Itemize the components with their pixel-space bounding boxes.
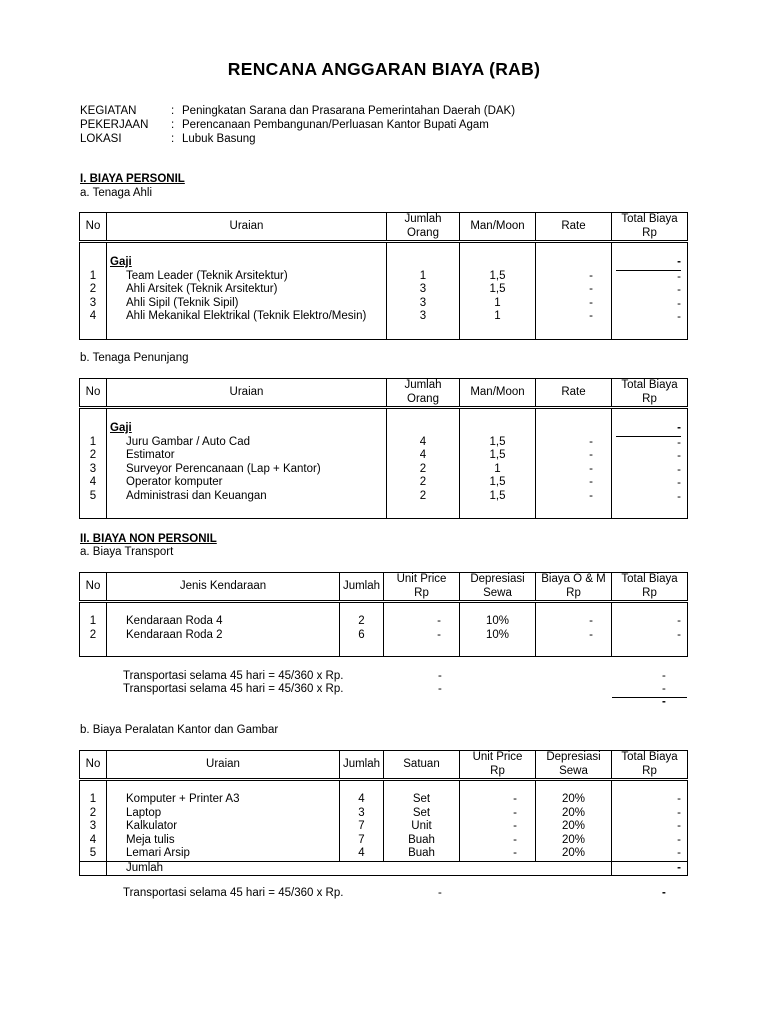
header-om-line2: Rp (566, 586, 581, 599)
cell-total: - (677, 311, 681, 323)
cell-uraian: Ahli Arsitek (Teknik Arsitektur) (126, 283, 278, 295)
header-no: No (80, 213, 107, 242)
cell-jumlah: 7 (358, 820, 365, 832)
cell-no: 4 (89, 476, 97, 488)
col-jumlah (340, 780, 384, 862)
header-jenis: Jenis Kendaraan (107, 573, 340, 602)
cell-rate: - (589, 489, 593, 502)
jumlah-row (80, 861, 688, 876)
col-rate (536, 242, 612, 340)
section-2-title: II. BIAYA NON PERSONIL (80, 533, 217, 545)
cell-no: 2 (89, 449, 97, 461)
cell-jumlah: 4 (358, 847, 365, 859)
cell-total: - (677, 628, 681, 641)
cell-uraian: Ahli Mekanikal Elektrikal (Teknik Elektro/Mesin) (126, 310, 367, 322)
col-no (80, 602, 107, 657)
cell-jumlah: 4 (358, 793, 365, 805)
cell-rate: - (589, 462, 593, 475)
cell-total: - (677, 297, 681, 310)
meta-colon: : (171, 133, 175, 145)
transport-note-1-total: - (662, 670, 666, 682)
header-total-line1: Total Biaya (621, 379, 678, 391)
cell-unit-price: - (513, 793, 517, 805)
section-1b-title: b. Tenaga Penunjang (80, 352, 189, 364)
section-2b-title: b. Biaya Peralatan Kantor dan Gambar (80, 724, 279, 736)
cell-total: - (677, 847, 681, 859)
cell-jumlah: 3 (419, 310, 427, 322)
col-jumlah (340, 602, 384, 657)
subtotal-rule (612, 697, 687, 698)
cell-unit-price: - (437, 615, 441, 627)
table-peralatan (79, 750, 688, 876)
header-uraian: Uraian (107, 379, 387, 408)
cell-unit-price: - (513, 833, 517, 846)
header-uraian: Uraian (107, 751, 340, 780)
cell-uraian: Surveyor Perencanaan (Lap + Kantor) (126, 462, 321, 475)
cell-no: 4 (89, 833, 97, 846)
cell-satuan: Buah (408, 847, 435, 859)
cell-biaya-om: - (589, 615, 593, 627)
transport-note-2-value: - (438, 683, 442, 695)
cell-jumlah: 7 (358, 833, 365, 846)
transport-note-2: Transportasi selama 45 hari = 45/360 x Rp. (123, 683, 344, 695)
cell-unit-price: - (437, 628, 441, 641)
cell-uraian: Ahli Sipil (Teknik Sipil) (126, 296, 239, 309)
group-label-gaji: Gaji (110, 422, 132, 434)
cell-depresiasi: 20% (561, 833, 586, 846)
cell-jumlah: 2 (419, 462, 427, 475)
cell-total: - (677, 436, 681, 449)
cell-depresiasi: 20% (561, 847, 586, 859)
cell-jumlah: 4 (419, 449, 427, 461)
cell-uraian: Meja tulis (126, 833, 175, 846)
cell-total: - (677, 793, 681, 805)
cell-total: - (677, 820, 681, 832)
equipment-note: Transportasi selama 45 hari = 45/360 x Rp. (123, 887, 344, 899)
col-total (612, 408, 688, 519)
cell-unit-price: - (513, 847, 517, 859)
header-dep-line1: Depresiasi (546, 751, 601, 763)
cell-total: - (677, 450, 681, 462)
cell-total: - (677, 270, 681, 283)
header-depresiasi (460, 573, 536, 602)
cell-jumlah: 2 (419, 489, 427, 502)
meta-value-kegiatan: Peningkatan Sarana dan Prasarana Pemerintahan Daerah (DAK) (182, 105, 516, 117)
header-rate: Rate (536, 379, 612, 408)
cell-unit-price: - (513, 806, 517, 819)
meta-colon: : (171, 119, 175, 131)
cell-uraian: Komputer + Printer A3 (126, 793, 240, 805)
transport-note-1-value: - (438, 670, 442, 682)
cell-total: - (677, 477, 681, 489)
cell-uraian: Operator komputer (126, 476, 223, 488)
col-jumlah (387, 242, 460, 340)
col-total (612, 780, 688, 862)
header-jumlah-line2: Orang (407, 226, 439, 239)
header-satuan: Satuan (384, 751, 460, 780)
header-depresiasi (536, 751, 612, 780)
col-uraian (107, 408, 387, 519)
group-total: - (616, 256, 681, 271)
table-tenaga-penunjang (79, 378, 688, 519)
col-no (80, 780, 107, 862)
page-title: RENCANA ANGGARAN BIAYA (RAB) (227, 59, 541, 79)
cell-rate: - (589, 435, 593, 448)
header-no: No (80, 751, 107, 780)
col-jenis (107, 602, 340, 657)
header-unit-line1: Unit Price (472, 751, 523, 763)
cell-jumlah: 2 (358, 615, 365, 627)
meta-label-pekerjaan: PEKERJAAN (80, 119, 149, 131)
header-total-line1: Total Biaya (621, 213, 678, 225)
header-total-line1: Total Biaya (621, 751, 678, 763)
header-no: No (80, 573, 107, 602)
cell-jumlah: 6 (358, 628, 365, 641)
group-label-gaji: Gaji (110, 256, 132, 268)
col-depresiasi (460, 602, 536, 657)
cell-uraian: Laptop (126, 806, 162, 819)
cell-rate: - (589, 449, 593, 461)
header-jumlah: Jumlah (340, 573, 384, 602)
col-biaya-om (536, 602, 612, 657)
col-satuan (384, 780, 460, 862)
header-manmoon: Man/Moon (460, 379, 536, 408)
header-total-line1: Total Biaya (621, 573, 678, 585)
transport-subtotal: - (662, 696, 666, 708)
header-total (612, 379, 688, 408)
equipment-note-total: - (662, 887, 666, 899)
col-unit-price (384, 602, 460, 657)
cell-rate: - (589, 283, 593, 295)
cell-jumlah: 3 (419, 283, 427, 295)
cell-manmoon: 1,5 (489, 269, 506, 282)
cell-manmoon: 1,5 (489, 283, 506, 295)
cell-rate: - (589, 476, 593, 488)
col-no (80, 408, 107, 519)
meta-value-lokasi: Lubuk Basung (182, 133, 256, 145)
cell-rate: - (589, 310, 593, 322)
cell-depresiasi: 10% (485, 615, 510, 627)
header-jumlah-line1: Jumlah (404, 213, 442, 225)
cell-no: 1 (89, 793, 97, 805)
header-rate: Rate (536, 213, 612, 242)
col-uraian (107, 780, 340, 862)
cell-manmoon: 1 (494, 462, 501, 475)
cell-uraian: Kalkulator (126, 820, 178, 832)
cell-manmoon: 1,5 (489, 476, 506, 488)
table-transport (79, 572, 688, 657)
header-unit-price (384, 573, 460, 602)
cell-total: - (677, 490, 681, 503)
header-jumlah (387, 213, 460, 242)
header-dep-line1: Depresiasi (470, 573, 525, 585)
cell-uraian: Estimator (126, 449, 175, 461)
jumlah-row-no (80, 861, 107, 876)
jumlah-label: Jumlah (107, 861, 612, 876)
cell-uraian: Administrasi dan Keuangan (126, 489, 267, 502)
cell-no: 1 (89, 615, 97, 627)
transport-note-2-total: - (662, 683, 666, 695)
cell-jenis: Kendaraan Roda 4 (126, 615, 223, 627)
cell-manmoon: 1 (494, 296, 501, 309)
col-total (612, 602, 688, 657)
cell-biaya-om: - (589, 628, 593, 641)
col-unit-price (460, 780, 536, 862)
table-tenaga-ahli (79, 212, 688, 340)
header-total-line2: Rp (642, 226, 657, 239)
cell-uraian: Team Leader (Teknik Arsitektur) (126, 269, 288, 282)
cell-total: - (677, 833, 681, 846)
cell-depresiasi: 20% (561, 820, 586, 832)
header-om-line1: Biaya O & M (541, 573, 606, 585)
cell-no: 4 (89, 310, 97, 322)
header-jumlah: Jumlah (340, 751, 384, 780)
cell-total: - (677, 463, 681, 476)
col-jumlah (387, 408, 460, 519)
cell-rate: - (589, 269, 593, 282)
header-jumlah-line2: Orang (407, 392, 439, 405)
cell-no: 2 (89, 806, 97, 819)
jumlah-total: - (612, 861, 688, 876)
cell-no: 5 (89, 847, 97, 859)
section-1a-title: a. Tenaga Ahli (80, 187, 153, 199)
header-jumlah-line1: Jumlah (404, 379, 442, 391)
col-depresiasi (536, 780, 612, 862)
cell-total: - (677, 615, 681, 627)
section-1-title: I. BIAYA PERSONIL (80, 173, 185, 185)
header-total-line2: Rp (642, 392, 657, 405)
cell-jumlah: 4 (419, 435, 427, 448)
header-total (612, 751, 688, 780)
col-total (612, 242, 688, 340)
cell-manmoon: 1 (494, 310, 501, 322)
header-unit-price (460, 751, 536, 780)
cell-uraian: Juru Gambar / Auto Cad (126, 435, 251, 448)
meta-colon: : (171, 105, 175, 117)
cell-jumlah: 3 (419, 296, 427, 309)
header-jumlah (387, 379, 460, 408)
meta-value-pekerjaan: Perencanaan Pembangunan/Perluasan Kantor Bupati Agam (182, 119, 489, 131)
header-total-line2: Rp (642, 764, 657, 777)
cell-no: 5 (89, 489, 97, 502)
cell-depresiasi: 20% (561, 806, 586, 819)
cell-jumlah: 3 (358, 806, 365, 819)
equipment-note-value: - (438, 887, 442, 899)
header-manmoon: Man/Moon (460, 213, 536, 242)
header-uraian: Uraian (107, 213, 387, 242)
cell-no: 1 (89, 435, 97, 448)
header-unit-line2: Rp (414, 586, 429, 599)
cell-manmoon: 1,5 (489, 489, 506, 502)
header-total (612, 573, 688, 602)
header-total (612, 213, 688, 242)
meta-label-kegiatan: KEGIATAN (80, 105, 137, 117)
cell-jenis: Kendaraan Roda 2 (126, 628, 223, 641)
cell-satuan: Set (412, 806, 431, 819)
header-no: No (80, 379, 107, 408)
cell-jumlah: 1 (419, 269, 427, 282)
cell-no: 2 (89, 283, 97, 295)
cell-satuan: Set (412, 793, 431, 805)
header-dep-line2: Sewa (483, 586, 512, 599)
cell-satuan: Unit (411, 820, 432, 832)
cell-unit-price: - (513, 820, 517, 832)
cell-total: - (677, 284, 681, 296)
col-manmoon (460, 242, 536, 340)
transport-note-1: Transportasi selama 45 hari = 45/360 x Rp. (123, 670, 344, 682)
cell-no: 3 (89, 820, 97, 832)
cell-no: 3 (89, 296, 97, 309)
cell-total: - (677, 806, 681, 819)
cell-rate: - (589, 296, 593, 309)
col-rate (536, 408, 612, 519)
header-total-line2: Rp (642, 586, 657, 599)
meta-label-lokasi: LOKASI (80, 133, 122, 145)
cell-satuan: Buah (408, 833, 435, 846)
cell-no: 1 (89, 269, 97, 282)
col-uraian (107, 242, 387, 340)
header-dep-line2: Sewa (559, 764, 588, 777)
group-total: - (616, 422, 681, 437)
cell-jumlah: 2 (419, 476, 427, 488)
cell-no: 2 (89, 628, 97, 641)
col-no (80, 242, 107, 340)
header-unit-line2: Rp (490, 764, 505, 777)
cell-manmoon: 1,5 (489, 449, 506, 461)
cell-manmoon: 1,5 (489, 435, 506, 448)
cell-uraian: Lemari Arsip (126, 847, 190, 859)
cell-no: 3 (89, 462, 97, 475)
header-unit-line1: Unit Price (396, 573, 447, 585)
col-manmoon (460, 408, 536, 519)
cell-depresiasi: 10% (485, 628, 510, 641)
cell-depresiasi: 20% (561, 793, 586, 805)
section-2a-title: a. Biaya Transport (80, 546, 174, 558)
header-biaya-om (536, 573, 612, 602)
